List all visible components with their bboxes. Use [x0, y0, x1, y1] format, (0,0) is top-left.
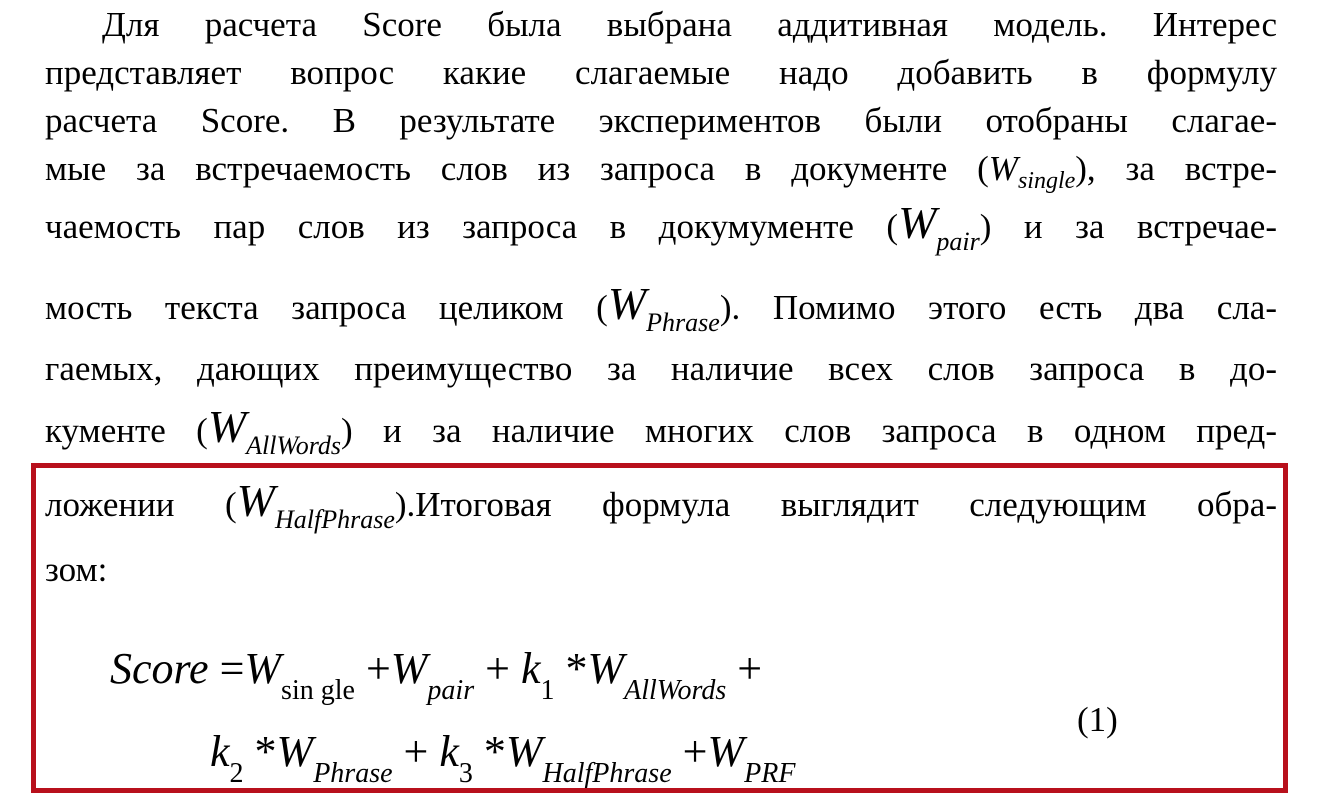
- paragraph-line-1-text: Для расчета Score была выбрана аддитивная модель. Интерес: [102, 5, 1277, 44]
- formula-plus-3: +: [737, 644, 763, 693]
- w-halfphrase-symbol: W: [236, 475, 275, 526]
- formula-k3-subscript: 3: [458, 758, 473, 789]
- formula-w-phrase-subscript: Phrase: [313, 758, 393, 789]
- formula-w-halfphrase-subscript: HalfPhrase: [542, 758, 672, 789]
- paragraph-line-2: представляет вопрос какие слагаемые надо добавить в формулу: [45, 53, 1277, 92]
- formula-k1: k: [520, 644, 541, 693]
- formula-plus-2: +: [485, 644, 510, 693]
- formula-score: Score: [110, 644, 209, 693]
- paragraph-line-3: расчета Score. В результате экспериментов были отобраны слагае-: [45, 101, 1277, 140]
- formula-w-allwords: W: [587, 644, 625, 693]
- formula-w-halfphrase: W: [505, 727, 543, 776]
- w-halfphrase-subscript: HalfPhrase: [274, 505, 395, 534]
- formula-w-allwords-subscript: AllWords: [624, 675, 727, 706]
- formula-equals: =: [219, 644, 245, 693]
- line-4-text-b: ), за встре-: [1075, 149, 1277, 188]
- formula-multiply-2: *: [254, 727, 277, 776]
- w-single-subscript: single: [1017, 168, 1076, 194]
- formula-w-prf-subscript: PRF: [744, 758, 796, 789]
- line-9-text-a: ложении (: [45, 485, 237, 524]
- formula-multiply-3: *: [483, 727, 506, 776]
- formula-k2-subscript: 2: [229, 758, 244, 789]
- formula-w-prf: W: [707, 727, 745, 776]
- w-pair-subscript: pair: [936, 227, 980, 256]
- formula-k3: k: [439, 727, 459, 776]
- formula-plus-5: +: [682, 727, 708, 776]
- w-phrase-subscript: Phrase: [646, 308, 720, 337]
- line-6-text-a: мость текста запроса целиком (: [45, 288, 608, 327]
- formula-plus-4: +: [403, 727, 429, 776]
- line-6-text-b: ). Помимо этого есть два сла-: [719, 288, 1278, 327]
- formula-w-pair: W: [390, 644, 428, 693]
- w-pair-symbol: W: [898, 197, 937, 248]
- line-4-text-a: мые за встречаемость слов из запроса в документе (: [45, 149, 989, 188]
- line-5-text-b: ) и за встречае-: [979, 207, 1277, 246]
- formula-w-pair-subscript: pair: [427, 675, 475, 706]
- formula-w-single-subscript: sin gle: [281, 675, 355, 706]
- w-phrase-symbol: W: [607, 278, 647, 329]
- paragraph-line-1: [102, 5, 1277, 45]
- w-single-symbol: W: [988, 149, 1018, 188]
- highlight-box: [31, 463, 1288, 793]
- paragraph-line-4: [45, 149, 1277, 193]
- formula-w-single: W: [244, 644, 282, 693]
- w-allwords-subscript: AllWords: [246, 431, 342, 460]
- line-8-text-a: кументе (: [45, 411, 208, 450]
- line-9-text-b: ).Итоговая формула выглядит следующим обра-: [394, 485, 1277, 524]
- w-allwords-symbol: W: [207, 401, 247, 452]
- paragraph-line-10: зом:: [45, 550, 108, 589]
- formula-k1-subscript: 1: [540, 675, 555, 706]
- line-8-text-b: ) и за наличие многих слов запроса в одном пред-: [341, 411, 1277, 450]
- formula-k2: k: [210, 727, 230, 776]
- line-5-text-a: чаемость пар слов из запроса в докумументе (: [45, 207, 899, 246]
- paragraph-line-6: [45, 278, 1278, 337]
- equation-number: (1): [1077, 700, 1118, 739]
- formula-plus-1: +: [365, 644, 391, 693]
- paragraph-line-8: [45, 401, 1277, 460]
- paragraph-line-5: [45, 197, 1277, 256]
- formula-w-phrase: W: [276, 727, 314, 776]
- formula-multiply-1: *: [565, 644, 588, 693]
- paragraph-line-7: гаемых, дающих преимущество за наличие всех слов запроса в до-: [45, 349, 1277, 388]
